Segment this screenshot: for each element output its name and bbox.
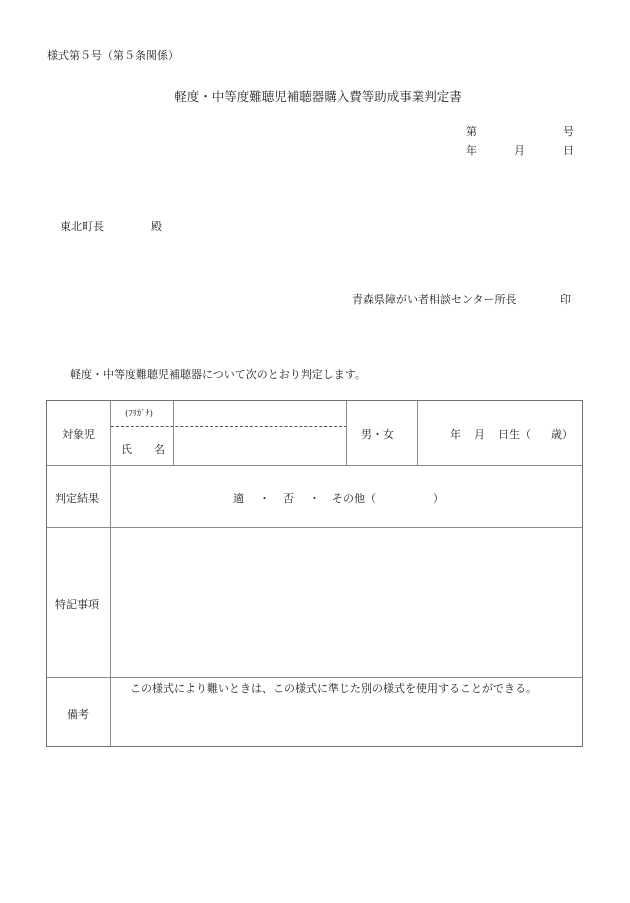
result-option-unsuitable[interactable]: 否	[283, 492, 294, 505]
age-label: 歳）	[551, 428, 573, 441]
result-separator: ・	[259, 492, 270, 505]
row-divider-result	[47, 527, 582, 528]
judgment-table	[46, 400, 583, 747]
notes-label: 特記事項	[55, 598, 99, 611]
birth-year-label: 年	[450, 428, 461, 441]
date-month: 月	[514, 144, 525, 157]
furigana-dashed-divider	[111, 426, 347, 427]
remarks-label: 備考	[67, 708, 89, 721]
date-day: 日	[563, 144, 574, 157]
row-divider-subject	[47, 465, 582, 466]
addressee-name: 東北町長	[60, 220, 104, 233]
name-label-part2: 名	[154, 443, 165, 456]
name-label-divider	[173, 401, 174, 465]
sex-selection[interactable]: 男・女	[361, 428, 394, 441]
sender-name: 青森県障がい者相談センター所長	[352, 293, 517, 306]
furigana-label: (ﾌﾘｶﾞﾅ)	[125, 409, 153, 419]
furigana-field[interactable]	[175, 403, 345, 424]
name-sex-divider	[346, 401, 347, 465]
addressee-honorific: 殿	[151, 220, 162, 233]
form-number: 様式第５号（第５条関係）	[47, 49, 179, 62]
result-other-close: ）	[433, 492, 444, 505]
birth-month-label: 月	[474, 428, 485, 441]
result-separator: ・	[309, 492, 320, 505]
result-label: 判定結果	[55, 492, 99, 505]
name-field[interactable]	[175, 429, 345, 463]
subject-label: 対象児	[62, 428, 95, 441]
label-column-divider	[110, 401, 111, 746]
result-option-other[interactable]: その他（	[332, 492, 376, 505]
date-year: 年	[466, 144, 477, 157]
document-title: 軽度・中等度難聴児補聴器購入費等助成事業判定書	[174, 89, 462, 104]
birth-day-label: 日生（	[498, 428, 531, 441]
notes-field[interactable]	[113, 530, 579, 675]
name-label-part1: 氏	[121, 443, 132, 456]
row-divider-notes	[47, 677, 582, 678]
seal-mark: 印	[560, 293, 571, 306]
sex-birth-divider	[417, 401, 418, 465]
intro-text: 軽度・中等度難聴児補聴器について次のとおり判定します。	[70, 368, 366, 381]
remarks-text: この様式により難いときは、この様式に準じた別の様式を使用することができる。	[130, 682, 537, 695]
result-option-suitable[interactable]: 適	[233, 492, 244, 505]
doc-number-suffix: 号	[563, 125, 574, 138]
doc-number-prefix: 第	[466, 125, 477, 138]
